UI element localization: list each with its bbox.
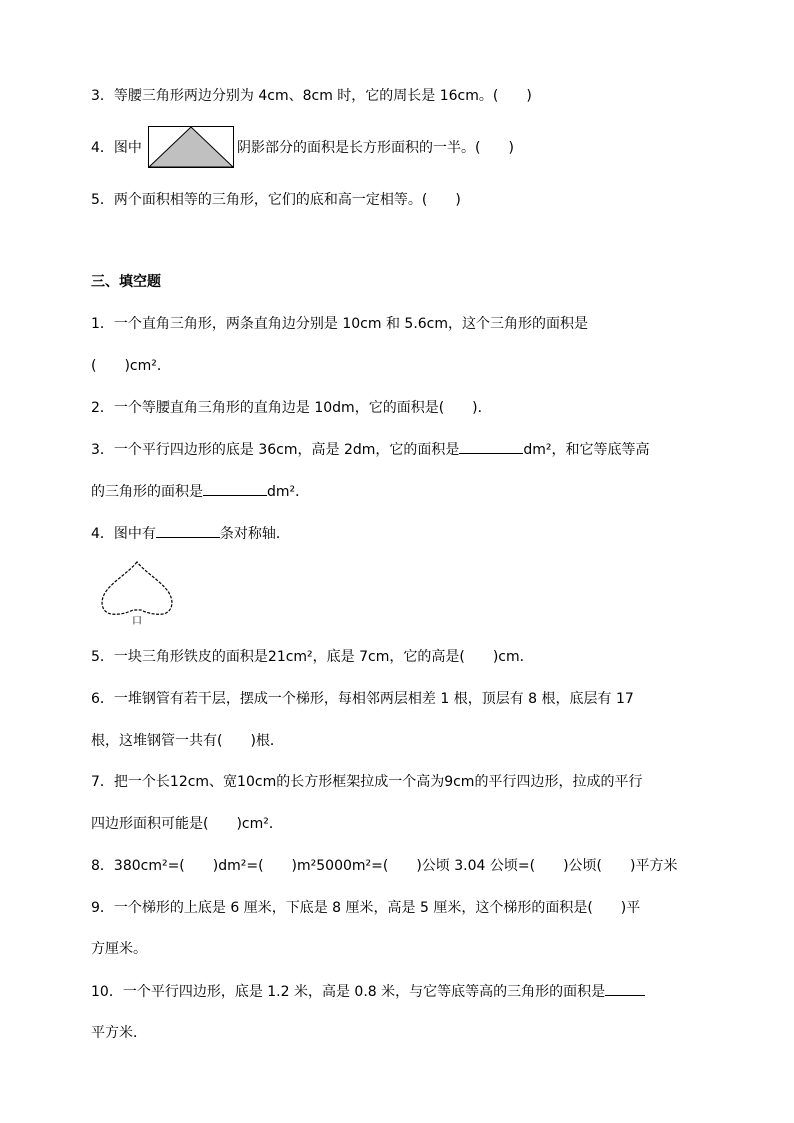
question-judge-4-suffix: 阴影部分的面积是长方形面积的一半。( ) xyxy=(237,140,514,156)
q3-text-a: 3．一个平行四边形的底是 36cm，高是 2dm，它的面积是 xyxy=(91,442,460,458)
rectangle-triangle-figure xyxy=(148,126,234,168)
question-judge-3: 3．等腰三角形两边分别为 4cm、8cm 时，它的周长是 16cm。( ) xyxy=(91,88,532,104)
q3-text-b: dm²，和它等底等高 xyxy=(523,442,650,458)
question-fill-3-line2 xyxy=(91,481,309,502)
question-judge-5: 5．两个面积相等的三角形，它们的底和高一定相等。( ) xyxy=(91,192,461,208)
section-heading-fill-in: 三、填空题 xyxy=(91,274,161,290)
q3-text-c: 的三角形的面积是 xyxy=(91,484,203,500)
question-fill-10-line1 xyxy=(91,981,645,1002)
q10-text: 10．一个平行四边形，底是 1.2 米，高是 0.8 米，与它等底等高的三角形的面积是 xyxy=(91,984,606,1000)
question-fill-6-line1: 6．一堆钢管有若干层，摆成一个梯形，每相邻两层相差 1 根，顶层有 8 根，底层有 17 xyxy=(91,691,634,707)
question-fill-10-line2: 平方米． xyxy=(91,1025,147,1041)
question-fill-7-line1: 7．把一个长12cm、宽10cm的长方形框架拉成一个高为9cm的平行四边形，拉成的平行 xyxy=(91,774,643,790)
spade-outline-figure xyxy=(99,560,175,626)
question-fill-7-line2: 四边形面积可能是( )cm²． xyxy=(91,816,283,832)
q10-blank[interactable] xyxy=(605,981,645,996)
question-fill-9-line1: 9．一个梯形的上底是 6 厘米，下底是 8 厘米，高是 5 厘米，这个梯形的面积是( )平 xyxy=(91,900,641,916)
spade-stem-label: 口 xyxy=(132,616,142,626)
q3-text-d: dm²． xyxy=(267,484,310,500)
q4-text-b: 条对称轴． xyxy=(219,526,290,542)
question-fill-9-line2: 方厘米。 xyxy=(91,941,147,957)
q3-blank-1[interactable] xyxy=(459,439,523,454)
question-judge-4-prefix: 4．图中 xyxy=(91,140,142,156)
question-fill-3-line1 xyxy=(91,439,650,460)
q4-blank[interactable] xyxy=(156,523,220,538)
question-fill-2: 2．一个等腰直角三角形的直角边是 10dm，它的面积是( )． xyxy=(91,400,492,416)
question-fill-1-line1: 1．一个直角三角形，两条直角边分别是 10cm 和 5.6cm，这个三角形的面积是 xyxy=(91,316,589,332)
question-fill-5: 5．一块三角形铁皮的面积是21cm²，底是 7cm，它的高是( )cm． xyxy=(91,649,534,665)
question-fill-4 xyxy=(91,523,290,544)
question-fill-8: 8．380cm²=( )dm²=( )m²5000m²=( )公顷 3.04 公顷=( )公顷( )平方米 xyxy=(91,858,678,874)
question-fill-6-line2: 根，这堆钢管一共有( )根． xyxy=(91,733,284,749)
q4-text-a: 4．图中有 xyxy=(91,526,156,542)
q3-blank-2[interactable] xyxy=(203,481,267,496)
question-fill-1-line2: ( )cm²． xyxy=(91,358,171,374)
